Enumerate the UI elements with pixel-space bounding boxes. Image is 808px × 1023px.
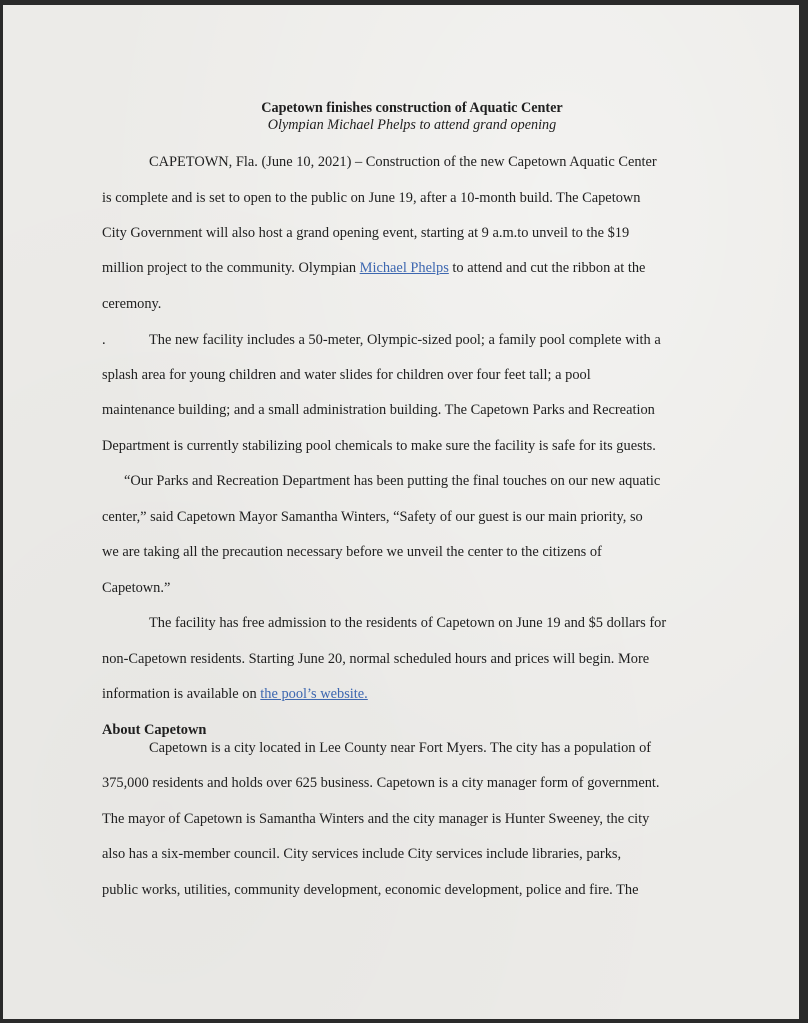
- paragraph-4-text: information is available on: [102, 686, 261, 702]
- headline: Capetown finishes construction of Aquatic Center: [261, 100, 563, 116]
- about-heading: About Capetown: [102, 722, 207, 738]
- paragraph-1-line: City Government will also host a grand opening event, starting at 9 a.m.to unveil to the $19: [102, 225, 630, 241]
- paragraph-4-line: non-Capetown residents. Starting June 20, normal scheduled hours and prices will begin. More: [102, 651, 650, 667]
- subheadline: Olympian Michael Phelps to attend grand opening: [267, 117, 557, 133]
- paragraph-1-line: ceremony.: [102, 296, 162, 312]
- paragraph-1-text: million project to the community. Olympian: [102, 260, 360, 276]
- stray-mark: .: [102, 332, 106, 348]
- paragraph-3-line: we are taking all the precaution necessary before we unveil the center to the citizens of: [102, 544, 602, 560]
- about-line: Capetown is a city located in Lee County near Fort Myers. The city has a population of: [149, 740, 652, 756]
- about-line: also has a six-member council. City services include City services include libraries, parks,: [102, 846, 622, 862]
- michael-phelps-link[interactable]: Michael Phelps: [359, 260, 449, 276]
- paragraph-2-line: The new facility includes a 50-meter, Olympic-sized pool; a family pool complete with a: [149, 332, 661, 348]
- paragraph-1-line: [102, 260, 645, 277]
- paragraph-4-line: The facility has free admission to the residents of Capetown on June 19 and $5 dollars for: [149, 615, 667, 631]
- paragraph-4-line: [102, 686, 368, 703]
- about-line: The mayor of Capetown is Samantha Winters and the city manager is Hunter Sweeney, the city: [102, 811, 650, 827]
- paragraph-3-line: “Our Parks and Recreation Department has been putting the final touches on our new aquatic: [124, 473, 661, 489]
- paragraph-2-line: maintenance building; and a small administration building. The Capetown Parks and Recreation: [102, 402, 655, 418]
- pool-website-link[interactable]: the pool’s website.: [260, 686, 368, 702]
- paragraph-3-line: center,” said Capetown Mayor Samantha Winters, “Safety of our guest is our main priority, so: [102, 509, 643, 525]
- paragraph-1-line: is complete and is set to open to the public on June 19, after a 10-month build. The Capetown: [102, 190, 641, 206]
- paragraph-2-line: splash area for young children and water slides for children over four feet tall; a pool: [102, 367, 591, 383]
- paragraph-1-text: to attend and cut the ribbon at the: [448, 260, 646, 276]
- scanned-page: [3, 5, 799, 1019]
- paragraph-2-line: Department is currently stabilizing pool chemicals to make sure the facility is safe for its guests.: [102, 438, 656, 454]
- paragraph-3-line: Capetown.”: [102, 580, 171, 596]
- about-line: public works, utilities, community development, economic development, police and fire. The: [102, 882, 639, 898]
- about-line: 375,000 residents and holds over 625 business. Capetown is a city manager form of government.: [102, 775, 660, 791]
- paragraph-1-line: CAPETOWN, Fla. (June 10, 2021) – Construction of the new Capetown Aquatic Center: [149, 154, 657, 170]
